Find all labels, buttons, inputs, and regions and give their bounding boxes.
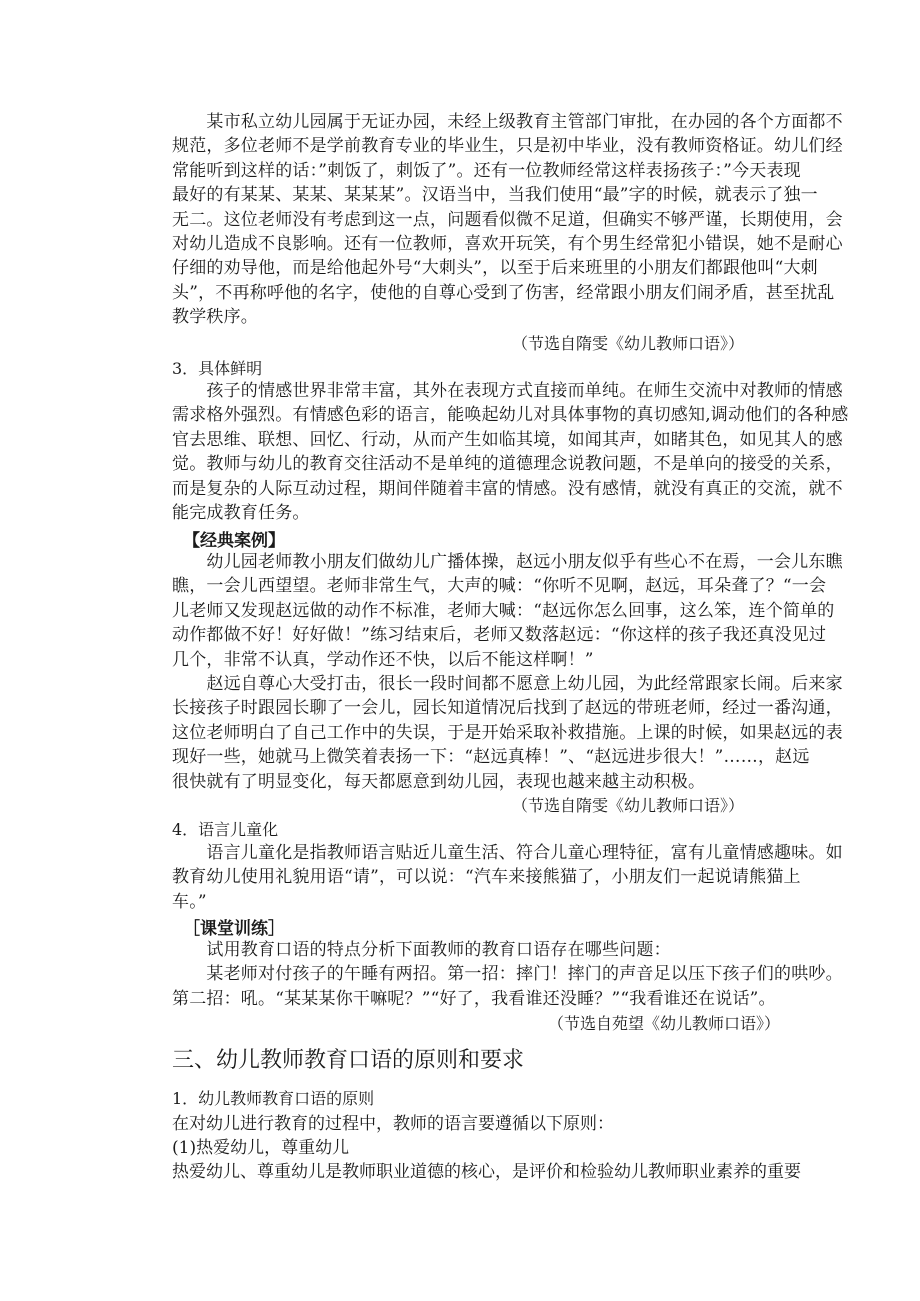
paragraph-line: 很快就有了明显变化，每天都愿意到幼儿园，表现也越来越主动积极。 [172,771,706,792]
paragraph-line: 觉。教师与幼儿的教育交往活动不是单纯的道德理念说教问题，不是单向的接受的关系， [172,454,843,475]
paragraph-line: 规范，多位老师不是学前教育专业的毕业生，只是初中毕业，没有教师资格证。幼儿们经 [172,136,843,157]
classroom-training-label: ［课堂训练］ [183,919,285,939]
concrete-vivid-paragraph [172,379,849,525]
paragraph-line: 最好的有某某、某某、某某某”。汉语当中，当我们使用“最”字的时候，就表示了独一 [172,185,818,206]
paragraph-line: 车。” [172,891,207,912]
paragraph-line: 第二招：吼。“某某某你干嘛呢？”“好了，我看谁还没睡？”“我看谁还在说话”。 [172,988,776,1009]
case-paragraph-3 [172,672,843,794]
paragraph-line: 赵远自尊心大受打击，很长一段时间都不愿意上幼儿园，为此经常跟家长闹。后来家 [172,674,843,694]
paragraph-line: 长接孩子时跟园长聊了一会儿，园长知道情况后找到了赵远的带班老师，经过一番沟通， [172,698,843,719]
paragraph-line: 幼儿园老师教小朋友们做幼儿广播体操，赵远小朋友似乎有些心不在焉，一会儿东瞧 [172,552,843,572]
paragraph-line: 对幼儿造成不良影响。还有一位教师，喜欢开玩笑，有个男生经常犯小错误，她不是耐心 [172,234,843,255]
paragraph-line: 瞧，一会儿西望望。老师非常生气，大声的喊：“你听不见啊，赵远，耳朵聋了？“一会 [172,576,827,597]
paragraph-line: 试用教育口语的特点分析下面教师的教育口语存在哪些问题： [172,940,671,960]
source-citation-1: （节选自隋雯《幼儿教师口语》） [512,334,745,353]
paragraph-line: 现好一些，她就马上微笑着表扬一下：“赵远真棒！”、“赵远进步很大！”……，赵远 [172,747,810,768]
paragraph-line: 需求格外强烈。有情感色彩的语言，能唤起幼儿对具体事物的真切感知,调动他们的各种感 [172,405,849,426]
paragraph-line: 能完成教育任务。 [172,503,310,524]
section-heading-3: 三、幼儿教师教育口语的原则和要求 [172,1048,525,1073]
paragraph-line: 教学秩序。 [172,307,258,328]
source-citation-2: （节选自隋雯《幼儿教师口语》） [512,796,745,815]
principle-1-text: 热爱幼儿、尊重幼儿是教师职业道德的核心，是评价和检验幼儿教师职业素养的重要 [172,1162,801,1182]
principles-intro: 在对幼儿进行教育的过程中，教师的语言要遵循以下原则： [172,1114,614,1134]
childlike-language-paragraph [172,841,843,914]
paragraph-line: 这位老师明白了自己工作中的失误，于是开始采取补救措施。上课的时候，如果赵远的表 [172,722,843,743]
paragraph-line: 某老师对付孩子的午睡有两招。第一招：摔门！摔门的声音足以压下孩子们的哄吵。 [172,964,843,985]
paragraph-line: 几个，非常不认真，学动作还不快，以后不能这样啊！” [172,649,594,670]
paragraph-line: 某市私立幼儿园属于无证办园，未经上级教育主管部门审批，在办园的各个方面都不 [172,112,843,132]
paragraph-line: 而是复杂的人际互动过程，期间伴随着丰富的情感。没有感情，就没有真正的交流，就不 [172,478,843,499]
classic-case-label: 【经典案例】 [183,531,285,551]
section-title-4: 4．语言儿童化 [172,820,279,839]
paragraph-line: 儿老师又发现赵远做的动作不标准，老师大喊：“赵远你怎么回事，这么笨，连个简单的 [172,600,835,621]
case-paragraph-2 [172,550,843,672]
paragraph-line: 动作都做不好！好好做！”练习结束后，老师又数落赵远：“你这样的孩子我还真没见过 [172,625,827,646]
paragraph-line: 官去思维、联想、回忆、行动，从而产生如临其境，如闻其声，如睹其色，如见其人的感 [172,429,843,450]
section-title-3: 3．具体鲜明 [172,359,263,378]
source-citation-3: （节选自苑望《幼儿教师口语》） [548,1014,781,1033]
paragraph-line: 头”，不再称呼他的名字，使他的自尊心受到了伤害，经常跟小朋友们闹矛盾，甚至扰乱 [172,282,835,303]
paragraph-line: 仔细的劝导他，而是给他起外号“大刺头”，以至于后来班里的小朋友们都跟他叫“大刺 [172,258,818,279]
subsection-title-1: 1．幼儿教师教育口语的原则 [172,1089,375,1108]
paragraph-line: 语言儿童化是指教师语言贴近儿童生活、符合儿童心理特征，富有儿童情感趣味。如 [172,843,843,863]
paragraph-line: 常能听到这样的话：”刺饭了，刺饭了”。还有一位教师经常这样表扬孩子：”今天表现 [172,160,801,181]
principle-1-title: (1)热爱幼儿，尊重幼儿 [172,1138,350,1158]
case-paragraph-1 [172,110,843,330]
training-paragraph [172,938,843,1011]
paragraph-line: 教育幼儿使用礼貌用语“请”，可以说：“汽车来接熊猫了，小朋友们一起说请熊猫上 [172,867,801,888]
paragraph-line: 孩子的情感世界非常丰富，其外在表现方式直接而单纯。在师生交流中对教师的情感 [172,381,843,401]
paragraph-line: 无二。这位老师没有考虑到这一点，问题看似微不足道，但确实不够严谨，长期使用，会 [172,209,843,230]
